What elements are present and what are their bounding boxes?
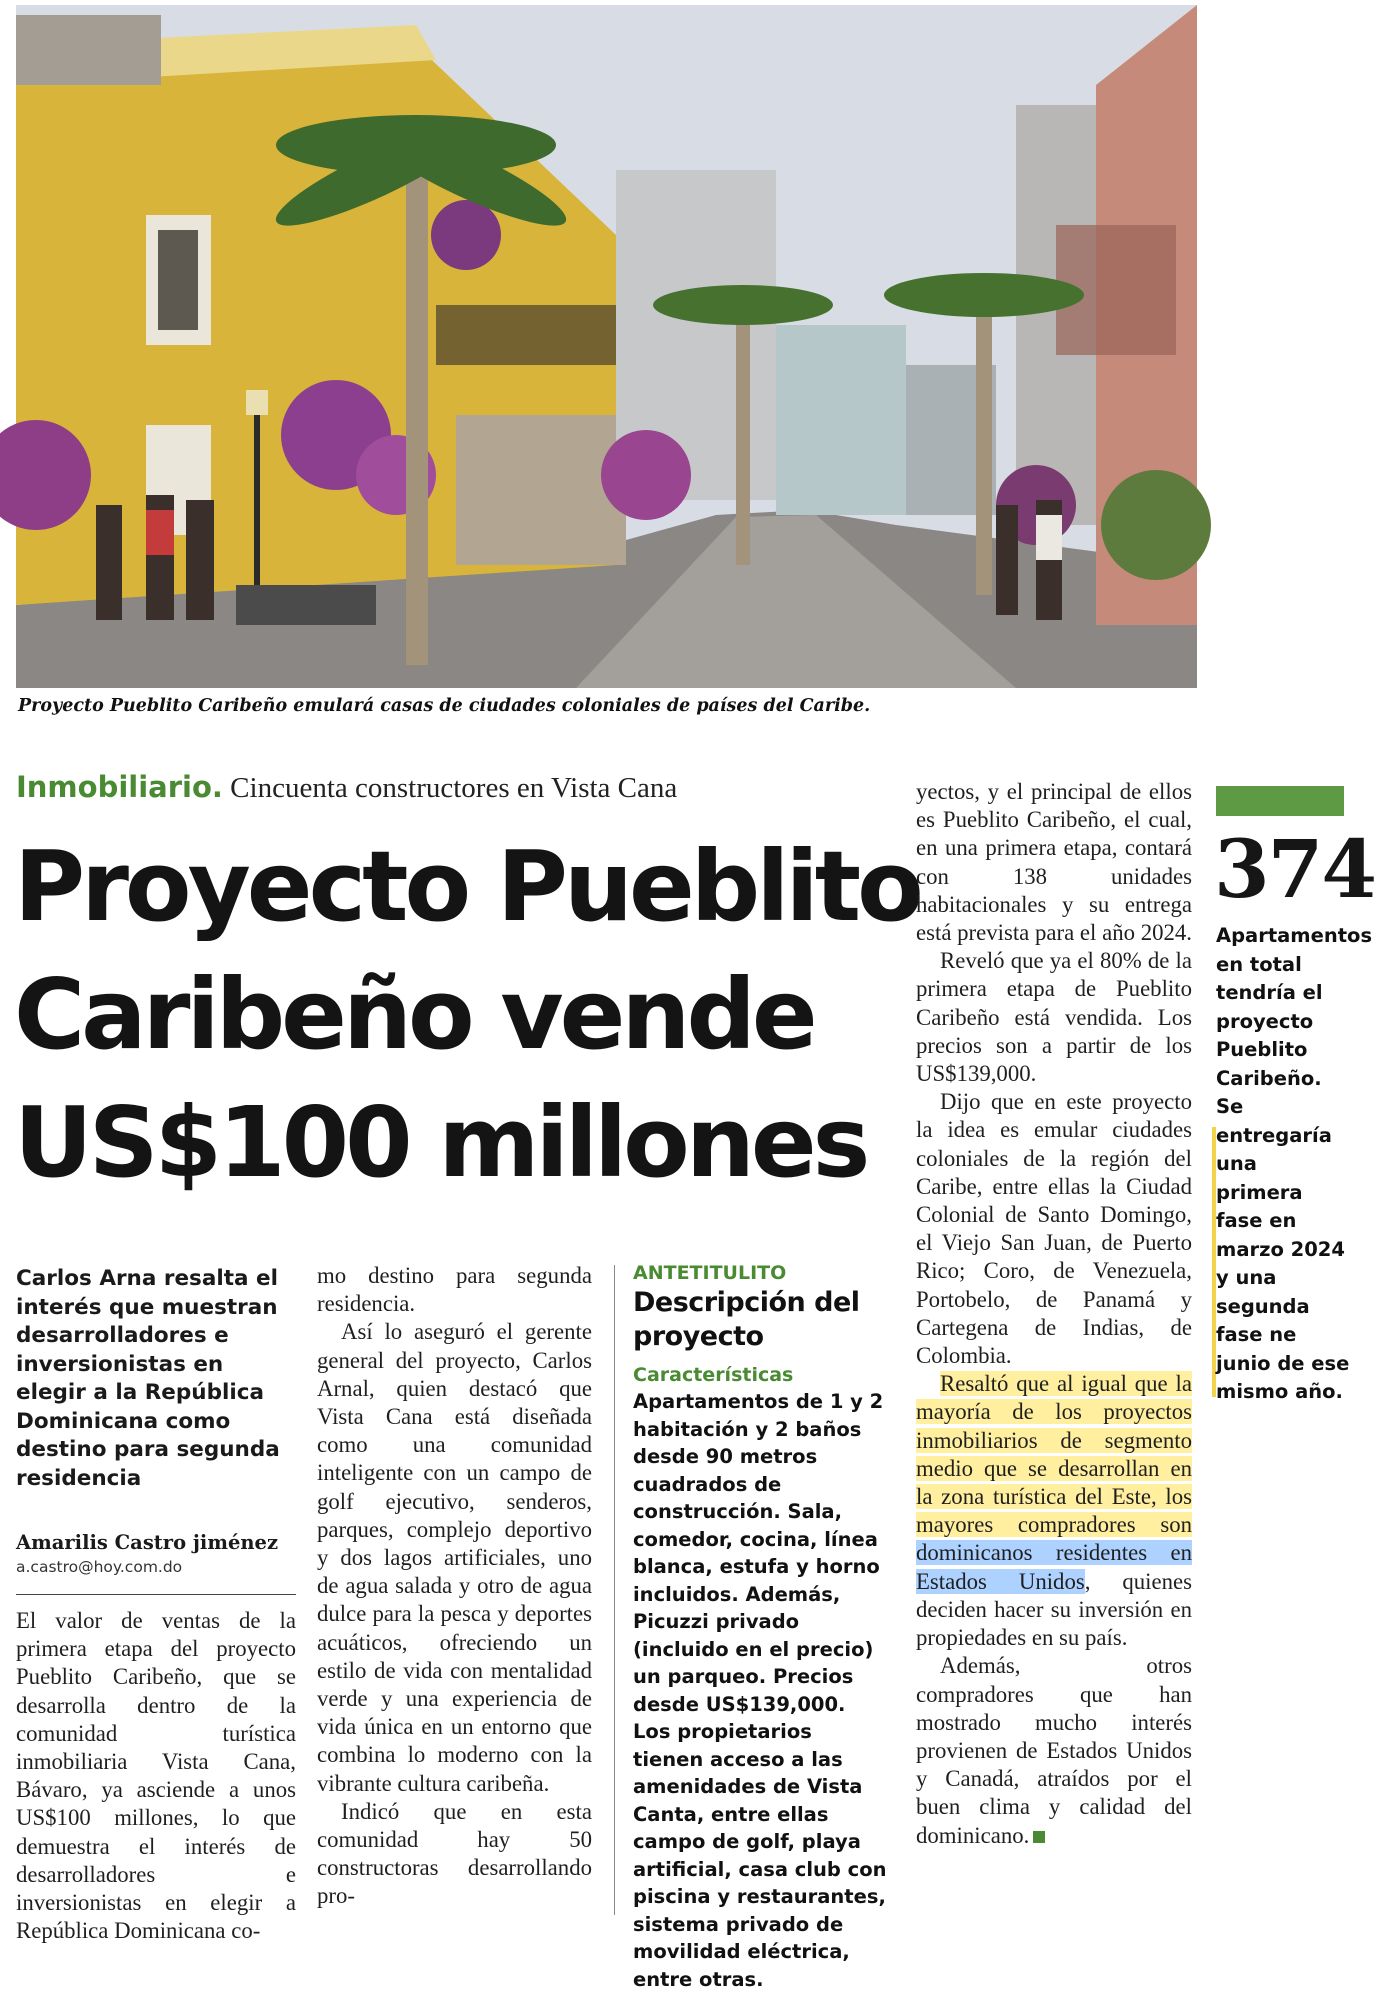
paragraph: mo destino para segunda residencia. — [317, 1263, 592, 1317]
kicker — [16, 770, 677, 805]
divider — [16, 1594, 296, 1595]
headline-line-2: Caribeño vende — [14, 958, 814, 1071]
paragraph: yectos, y el principal de ellos es Pueblito Caribeño, el cual, en una primera etapa, contará con 138 unidades habitacionales y su entrega está prevista para el año 2024. — [916, 779, 1192, 946]
author-email: a.castro@hoy.com.do — [16, 1558, 183, 1576]
highlight-yellow: Resaltó que al igual que la mayoría de los proyectos inmobiliarios de segmento medio que se desarrollan en la zona turística del Este, los mayores compradores son — [916, 1371, 1192, 1538]
article-photo — [16, 5, 1197, 688]
paragraph: Indicó que en esta comunidad hay 50 constructoras desarrollando pro- — [317, 1798, 592, 1909]
column-2 — [317, 1262, 592, 1911]
column-4 — [916, 778, 1192, 1850]
headline-line-3: US$100 millones — [14, 1086, 867, 1199]
features-label: Características — [633, 1364, 794, 1386]
section-label: Inmobiliario. — [16, 770, 223, 804]
description-box — [633, 1262, 888, 1993]
photo-caption: Proyecto Pueblito Caribeño emulará casas de ciudades coloniales de países del Caribe. — [18, 696, 871, 716]
sidebar-accent-bar — [1216, 786, 1344, 816]
stat-description: Apartamentos en total tendría el proyecto Pueblito Caribeño. Se entregaría una primera fase en marzo 2024 y una segunda fase ne junio de ese mismo año. — [1216, 924, 1373, 1403]
paragraph: Dijo que en este proyecto la idea es emular ciudades coloniales de la región del Caribe, entre ellas la Ciudad Colonial de Santo Domingo, el Viejo San Juan, de Puerto Rico; Coro, de Venezuela, Portobelo, de Panamá y Cartegena de Indias, de Colombia. — [916, 1089, 1192, 1369]
paragraph: Reveló que ya el 80% de la primera etapa de Pueblito Caribeño está vendida. Los precios son a partir de los US$139,000. — [916, 948, 1192, 1087]
headline-line-1: Proyecto Pueblito — [14, 830, 920, 943]
highlight-blue: dominicanos residentes en Estados Unidos — [916, 1540, 1192, 1594]
paragraph-end: , quienes deciden hacer su inversión en propiedades en su país. — [916, 1568, 1192, 1651]
headline — [14, 823, 920, 1207]
street-scene-illustration — [16, 5, 1197, 688]
box-title: Descripción del proyecto — [633, 1287, 860, 1352]
column-1 — [16, 1265, 296, 1945]
article-summary: Carlos Arna resalta el interés que muestran desarrolladores e inversionistas en elegir a la República Dominicana como destino para segunda residencia — [16, 1266, 280, 1491]
author-name: Amarilis Castro jiménez — [16, 1531, 279, 1554]
body-text-col1 — [16, 1607, 296, 1945]
box-overline: ANTETITULITO — [633, 1262, 787, 1284]
paragraph: El valor de ventas de la primera etapa del proyecto Pueblito Caribeño, que se desarrolla dentro de la comunidad turística inmobiliaria Vista Cana, Bávaro, ya asciende a unos US$100 millones, lo que demuestra el interés de desarrolladores e inversionistas en elegir a República Dominicana co- — [16, 1608, 296, 1944]
paragraph: Así lo aseguró el gerente general del proyecto, Carlos Arnal, quien destacó que Vista Cana está diseñada como una comunidad inteligente con un campo de golf ejecutivo, senderos, parques, complejo deportivo y dos lagos artificiales, uno de agua salada y otro de agua dulce para la pesca y deportes acuáticos, ofreciendo un estilo de vida con mentalidad verde y una experiencia de vida única en un entorno que combina lo moderno con la vibrante cultura caribeña. — [317, 1319, 592, 1796]
stat-number: 374 — [1214, 822, 1375, 916]
highlighted-paragraph — [916, 1370, 1192, 1652]
end-of-article-icon — [1033, 1831, 1045, 1843]
paragraph — [916, 1652, 1192, 1849]
features-text: Apartamentos de 1 y 2 habitación y 2 baños desde 90 metros cuadrados de construcción. Sala, comedor, cocina, línea blanca, estufa y horno incluidos. Además, Picuzzi privado (incluido en el precio) un parqueo. Precios desde US$139,000. Los propietarios tienen acceso a las amenidades de Vista Canta, entre ellas campo de golf, playa artificial, casa club con piscina y restaurantes, sistema privado de movilidad eléctrica, entre otras. — [633, 1390, 887, 1991]
paragraph-text: Además, otros compradores que han mostrado mucho interés provienen de Estados Unidos y Canadá, atraídos por el buen clima y calidad del dominicano. — [916, 1653, 1192, 1848]
column-divider — [614, 1265, 615, 1915]
kicker-text: Cincuenta constructores en Vista Cana — [222, 772, 678, 804]
